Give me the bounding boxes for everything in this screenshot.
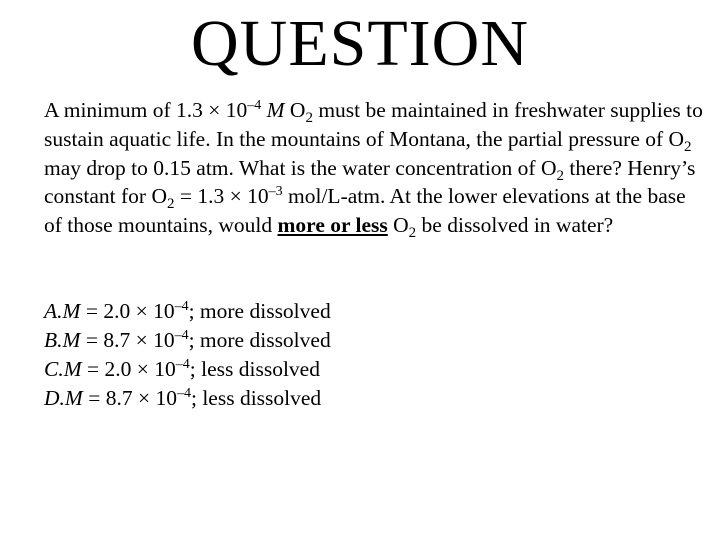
exponent: –4: [176, 386, 191, 401]
exponent: –4: [174, 328, 189, 343]
answer-result: ; more dissolved: [188, 328, 331, 352]
answer-value: = 8.7 × 10: [82, 386, 177, 410]
subscript: 2: [408, 225, 417, 242]
question-segment: there? Henry’s constant for O: [44, 155, 696, 209]
molarity-symbol: M: [63, 357, 82, 381]
question-segment: must be maintained in freshwater supplies to sustain aquatic life. In the mountains of Montana, the partial pressure of O: [44, 98, 703, 151]
question-segment: O: [387, 213, 409, 238]
answer-option-a[interactable]: [44, 297, 684, 326]
question-segment: O: [284, 98, 306, 122]
exponent: –4: [175, 357, 190, 372]
answer-option-d[interactable]: [44, 384, 684, 413]
emphasis-text: more or less: [277, 213, 388, 238]
exponent: –4: [174, 299, 189, 314]
question-segment: = 1.3 × 10: [174, 184, 269, 209]
question-segment: mol/L-atm. At the lower elevations at the base of those mountains, would: [44, 184, 686, 238]
answer-letter: A.: [44, 299, 63, 323]
answer-result: ; less dissolved: [189, 357, 320, 381]
page-title: QUESTION: [191, 7, 529, 80]
question-text: [44, 96, 704, 240]
question-segment: may drop to 0.15 atm. What is the water concentration of O: [44, 155, 557, 180]
answer-letter: B.: [44, 328, 63, 352]
molarity-symbol: M: [64, 386, 83, 410]
answer-result: ; more dissolved: [188, 299, 331, 323]
subscript: 2: [305, 110, 313, 126]
subscript: 2: [556, 167, 564, 184]
answer-result: ; less dissolved: [190, 386, 322, 410]
subscript: 2: [167, 196, 175, 213]
molarity-symbol: M: [62, 299, 81, 323]
exponent: –3: [268, 184, 283, 200]
answer-list: [44, 297, 684, 413]
answer-value: = 2.0 × 10: [81, 357, 176, 381]
molarity-symbol: M: [62, 328, 81, 352]
answer-letter: D.: [44, 386, 65, 410]
question-segment: be dissolved in water?: [416, 213, 614, 238]
question-segment: A minimum of 1.3 × 10: [44, 98, 248, 122]
answer-value: = 8.7 × 10: [80, 328, 175, 352]
exponent: –4: [247, 98, 262, 113]
answer-letter: C.: [44, 357, 64, 381]
answer-option-b[interactable]: [44, 326, 684, 355]
molarity-symbol: M: [266, 98, 285, 122]
subscript: 2: [684, 138, 692, 155]
answer-option-c[interactable]: [44, 355, 684, 384]
answer-value: = 2.0 × 10: [80, 299, 175, 323]
